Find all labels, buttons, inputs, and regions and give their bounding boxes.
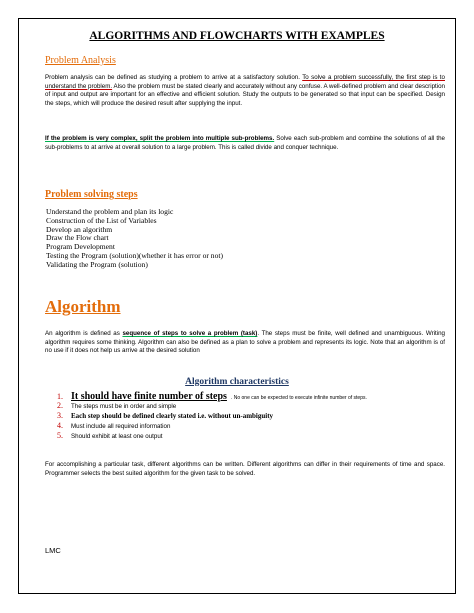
p1-text-a: Problem analysis can be defined as studying a problem to arrive at a satisfactory solution.	[45, 74, 303, 81]
item-text: Must include all required information	[71, 423, 171, 430]
algorithm-paragraph	[45, 330, 445, 356]
step-item: Construction of the List of Variables	[46, 215, 157, 225]
p1-text-b: To solve a problem successfully, the first step is to understand the problem.	[45, 74, 445, 90]
footer-text: LMC	[45, 546, 61, 555]
item-number: 5.	[57, 431, 63, 440]
item-number: 1.	[57, 392, 63, 401]
problem-analysis-paragraph-2	[45, 135, 445, 152]
algo-text-b: sequence of steps to solve a problem (task)	[122, 330, 258, 337]
item-text: Should exhibit at least one output	[71, 433, 163, 440]
step-item: Draw the Flow chart	[46, 233, 109, 243]
p2-text-b: Solve each sub-problem and combine the solutions of all the sub-problems to at arrive at overall solution to a large problem. This is called divide and conquer technique.	[45, 135, 445, 151]
characteristics-list	[57, 391, 367, 441]
step-item: Testing the Program (solution)(whether it has error or not)	[46, 250, 224, 260]
characteristic-item	[57, 431, 367, 441]
problem-analysis-heading: Problem Analysis	[45, 55, 116, 66]
algo-text-a: An algorithm is defined as	[45, 330, 123, 337]
characteristic-item	[57, 401, 367, 411]
page-title: ALGORITHMS AND FLOWCHARTS WITH EXAMPLES	[89, 30, 385, 42]
item-note: . No one can be expected to execute infinite number of steps.	[230, 395, 367, 401]
step-item: Validating the Program (solution)	[46, 259, 148, 269]
item-number: 3.	[57, 411, 63, 420]
characteristic-item	[57, 421, 367, 431]
characteristics-heading: Algorithm characteristics	[185, 377, 289, 387]
step-item: Program Development	[46, 242, 115, 252]
p2-text-a: If the problem is very complex, split the problem into multiple sub-problems.	[45, 135, 275, 142]
step-item: Understand the problem and plan its logic	[46, 207, 174, 216]
problem-solving-heading: Problem solving steps	[45, 189, 138, 200]
step-item: Develop an algorithm	[46, 224, 113, 234]
item-text: It should have finite number of steps	[71, 391, 227, 402]
closing-paragraph: For accomplishing a particular task, different algorithms can be written. Different algorithms can differ in their requirements of time and space. Programmer selects the best suited algorithm for the given task to be solved.	[45, 461, 445, 477]
p1-text-c: Also the problem must be stated clearly and accurately without any confuse. A well-defined problem and clear description of input and output are important for an effective and efficient solution. Study the outputs to be generated so that input can be specified. Design the steps, which will produce the desired result after supplying the input.	[45, 82, 445, 107]
document-page	[18, 18, 456, 594]
characteristic-item	[57, 411, 367, 421]
problem-solving-steps	[46, 208, 223, 270]
problem-analysis-paragraph-1	[45, 74, 445, 108]
algorithm-heading: Algorithm	[45, 297, 121, 316]
item-text: The steps must be in order and simple	[71, 403, 177, 410]
algo-text-c: . The steps must be finite, well defined and unambiguous. Writing algorithm requires some thinking. Algorithm can also be defined as a plan to solve a problem and represents its logic. Note that an algorithm is of no use if it does not help us arrive at the desired solution	[45, 330, 446, 354]
item-number: 4.	[57, 421, 63, 430]
item-number: 2.	[57, 401, 63, 410]
item-text: Each step should be defined clearly stated i.e. without un-ambiguity	[71, 412, 274, 420]
characteristic-item	[57, 391, 367, 401]
